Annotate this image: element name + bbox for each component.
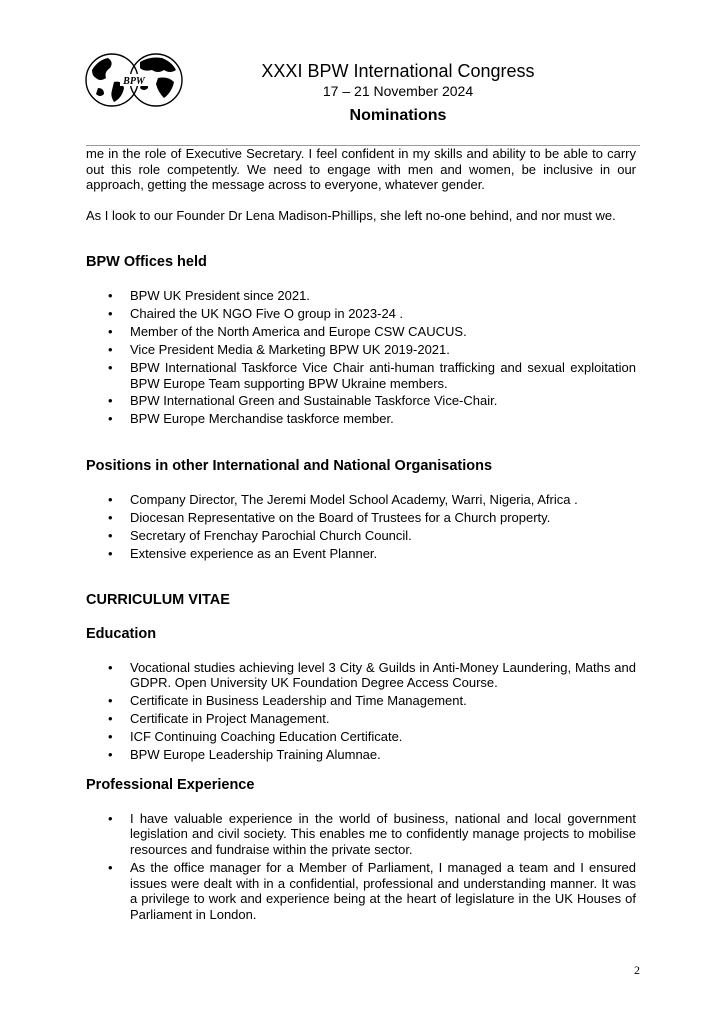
list-item: • BPW International Green and Sustainable Taskforce Vice-Chair.	[130, 393, 636, 409]
intro-paragraph: me in the role of Executive Secretary. I feel confident in my skills and ability to be able to carry out this role competently. We need to engage with men and women, be inclusive in our approach, getting the message across to everyone, whatever gender.	[86, 146, 636, 193]
offices-list	[86, 288, 636, 427]
positions-heading: Positions in other International and National Organisations	[86, 458, 493, 475]
cv-heading: CURRICULUM VITAE	[86, 591, 230, 608]
document-body	[86, 146, 636, 925]
logo-text: BPW	[123, 76, 145, 87]
list-item: • Secretary of Frenchay Parochial Church Council.	[130, 528, 636, 544]
list-item: • BPW Europe Leadership Training Alumnae.	[130, 747, 636, 763]
list-item: • Vice President Media & Marketing BPW UK 2019-2021.	[130, 342, 636, 358]
list-item: • ICF Continuing Coaching Education Certificate.	[130, 729, 636, 745]
list-item: • Vocational studies achieving level 3 City & Guilds in Anti-Money Laundering, Maths and GDPR. Open University UK Foundation Degree Access Course.	[130, 660, 636, 691]
list-item: • Certificate in Project Management.	[130, 711, 636, 727]
list-item: • BPW Europe Merchandise taskforce member.	[130, 411, 636, 427]
bpw-globe-logo	[84, 52, 184, 108]
list-item: • BPW UK President since 2021.	[130, 288, 636, 304]
positions-list	[86, 492, 636, 562]
experience-list	[86, 811, 636, 923]
list-item: • Chaired the UK NGO Five O group in 2023-24 .	[130, 306, 636, 322]
education-list	[86, 660, 636, 763]
founder-paragraph: As I look to our Founder Dr Lena Madison-Phillips, she left no-one behind, and nor must we.	[86, 208, 616, 224]
education-heading: Education	[86, 625, 157, 642]
page-number: 2	[634, 963, 640, 977]
list-item: • Extensive experience as an Event Planner.	[130, 546, 636, 562]
offices-heading: BPW Offices held	[86, 253, 207, 270]
list-item: • I have valuable experience in the world of business, national and local government legislation and civil society. This enables me to confidently manage projects to mobilise resources and fundraise within the private sector.	[130, 811, 636, 858]
list-item: • Member of the North America and Europe CSW CAUCUS.	[130, 324, 636, 340]
experience-heading: Professional Experience	[86, 776, 255, 793]
list-item: • BPW International Taskforce Vice Chair anti-human trafficking and sexual exploitation BPW Europe Team supporting BPW Ukraine members.	[130, 360, 636, 391]
list-item: • Certificate in Business Leadership and Time Management.	[130, 693, 636, 709]
list-item: • Diocesan Representative on the Board of Trustees for a Church property.	[130, 510, 636, 526]
congress-title: XXXI BPW International Congress	[261, 61, 535, 81]
nominations-heading: Nominations	[349, 107, 447, 124]
congress-dates: 17 – 21 November 2024	[322, 83, 474, 99]
list-item: • Company Director, The Jeremi Model School Academy, Warri, Nigeria, Africa .	[130, 492, 636, 508]
list-item: • As the office manager for a Member of Parliament, I managed a team and I ensured issues were dealt with in a confidential, professional and understanding manner. It was a privilege to work and experience being at the heart of legislature in the UK Houses of Parliament in London.	[130, 860, 636, 922]
